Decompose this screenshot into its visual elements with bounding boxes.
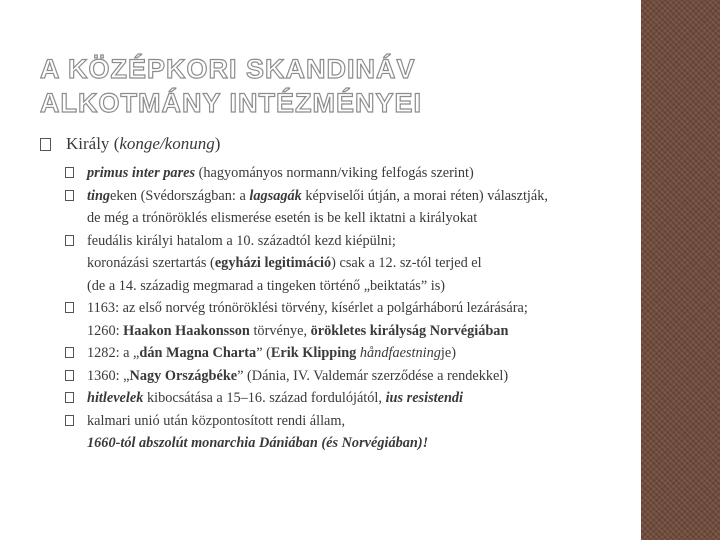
bullet-box-icon <box>40 138 51 151</box>
bullet-box-icon <box>65 347 74 358</box>
list-item: 1360: „Nagy Országbéke” (Dánia, IV. Valdemár szerződése a rendekkel) <box>65 365 640 388</box>
list-item: kalmari unió után központosított rendi állam, 1660-tól abszolút monarchia Dániában (és Norvégiában)! <box>65 410 640 455</box>
bullet-box-icon <box>65 235 74 246</box>
main-bullet-kiraly <box>40 132 640 156</box>
list-item: 1282: a „dán Magna Charta” (Erik Klipping håndfaestningje) <box>65 342 640 365</box>
main-bullet-terms: konge/konung <box>119 134 215 153</box>
list-item: tingeken (Svédországban: a lagsagák képviselői útján, a morai réten) választják, de még a trónöröklés elismerése esetén is be kell iktatni a királyokat <box>65 185 640 230</box>
main-bullet-open-paren: ( <box>113 134 120 153</box>
bullet-box-icon <box>65 190 74 201</box>
main-bullet-close-paren: ) <box>214 134 221 153</box>
list-item: primus inter pares (hagyományos normann/viking felfogás szerint) <box>65 162 640 185</box>
bullet-box-icon <box>65 302 74 313</box>
slide-content <box>40 132 640 455</box>
bullet-box-icon <box>65 167 74 178</box>
list-item: 1163: az első norvég trónöröklési törvény, kísérlet a polgárháború lezárására; 1260: Haakon Haakonsson törvénye, örökletes királyság Norvégiában <box>65 297 640 342</box>
list-item: feudális királyi hatalom a 10. századtól kezd kiépülni; koronázási szertartás (egyházi legitimáció) csak a 12. sz-tól terjed el (de a 14. századig megmarad a tingeken történő „beiktatás” is) <box>65 230 640 298</box>
bullet-box-icon <box>65 415 74 426</box>
list-item: hitlevelek kibocsátása a 15–16. század fordulójától, ius resistendi <box>65 387 640 410</box>
slide-title <box>40 52 620 120</box>
decorative-side-band <box>641 0 720 540</box>
main-bullet-label: Király <box>66 134 110 153</box>
sub-bullet-list <box>40 162 640 455</box>
title-line-1: A KÖZÉPKORI SKANDINÁV <box>40 54 416 84</box>
bullet-box-icon <box>65 392 74 403</box>
title-line-2: ALKOTMÁNY INTÉZMÉNYEI <box>40 88 423 118</box>
bullet-box-icon <box>65 370 74 381</box>
